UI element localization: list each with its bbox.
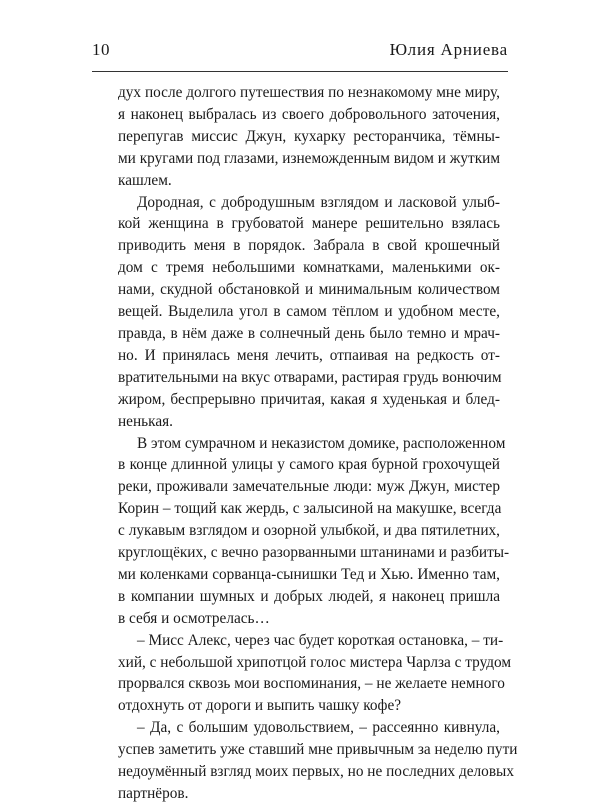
text-line: перепугав миссис Джун, кухарку ресторанчика, тёмны- xyxy=(118,127,500,145)
text-line: – Да, с большим удовольствием, – рассеянно кивнула, xyxy=(137,719,500,737)
text-line: недоумённый взгляд моих первых, но не последних деловых xyxy=(118,763,514,781)
text-line: успев заметить уже ставший мне привычным за неделю пути xyxy=(118,741,518,759)
text-line: жиром, беспрерывно причитая, какая я худенькая и блед- xyxy=(118,390,500,408)
text-line: кой женщина в грубоватой манере решительно взялась xyxy=(118,215,500,233)
text-line: вратительными на вкус отварами, растирая грудь вонючим xyxy=(118,368,502,386)
paragraph xyxy=(118,82,500,192)
text-line: прорвался сквозь мои воспоминания, – не желаете немного xyxy=(118,675,505,693)
paragraph xyxy=(118,630,512,718)
text-line: кашлем. xyxy=(118,171,172,189)
text-line: с лукавым взглядом и озорной улыбкой, и два пятилетних, xyxy=(118,522,500,540)
text-line: правда, в нём даже в солнечный день было темно и мрач- xyxy=(118,324,500,342)
text-line: дом с тремя небольшими комнатками, маленькими ок- xyxy=(118,259,500,277)
text-line: круглощёких, с вечно разорванными штанинами и разбиты- xyxy=(118,544,510,562)
text-line: в себя и осмотрелась… xyxy=(118,609,270,627)
paragraph xyxy=(118,433,510,630)
text-line: приводить меня в порядок. Забрала в свой крошечный xyxy=(118,237,500,255)
text-line: В этом сумрачном и неказистом домике, расположенном xyxy=(137,434,506,452)
text-line: вещей. Выделила угол в самом тёплом и удобном месте, xyxy=(118,303,500,321)
text-line: нами, скудной обстановкой и минимальным количеством xyxy=(118,281,500,299)
text-line: Корин – тощий как жердь, с залысиной на макушке, всегда xyxy=(118,500,502,518)
page-header xyxy=(92,40,508,68)
running-head-author: Юлия Арниева xyxy=(389,40,508,59)
paragraph xyxy=(118,717,518,805)
text-line: я наконец выбралась из своего добровольного заточения, xyxy=(118,105,500,123)
text-line: ненькая. xyxy=(118,412,173,430)
body-text xyxy=(118,82,518,805)
text-line: партнёров. xyxy=(118,785,189,802)
text-line: Дородная, с добродушным взглядом и ласковой улыб- xyxy=(137,193,500,211)
text-line: реки, проживали замечательные люди: муж Джун, мистер xyxy=(118,478,500,496)
text-line: в конце длинной улицы у самого края бурной грохочущей xyxy=(118,456,500,474)
text-line: хий, с небольшой хрипотцой голос мистера Чарлза с трудом xyxy=(118,653,512,671)
text-line: отдохнуть от дороги и выпить чашку кофе? xyxy=(118,697,402,715)
text-line: – Мисс Алекс, через час будет короткая остановка, – ти- xyxy=(137,631,504,649)
paragraph xyxy=(118,192,500,433)
text-line: ми коленками сорванца-сынишки Тед и Хью. Именно там, xyxy=(118,565,500,583)
text-line: в компании шумных и добрых людей, я наконец пришла xyxy=(118,587,500,605)
text-line: ми кругами под глазами, изнеможденным видом и жутким xyxy=(118,149,500,167)
page-number: 10 xyxy=(92,40,110,59)
text-line: дух после долгого путешествия по незнакомому мне миру, xyxy=(118,84,500,101)
text-line: но. И принялась меня лечить, отпаивая на редкость от- xyxy=(118,346,500,364)
header-rule xyxy=(92,71,508,72)
